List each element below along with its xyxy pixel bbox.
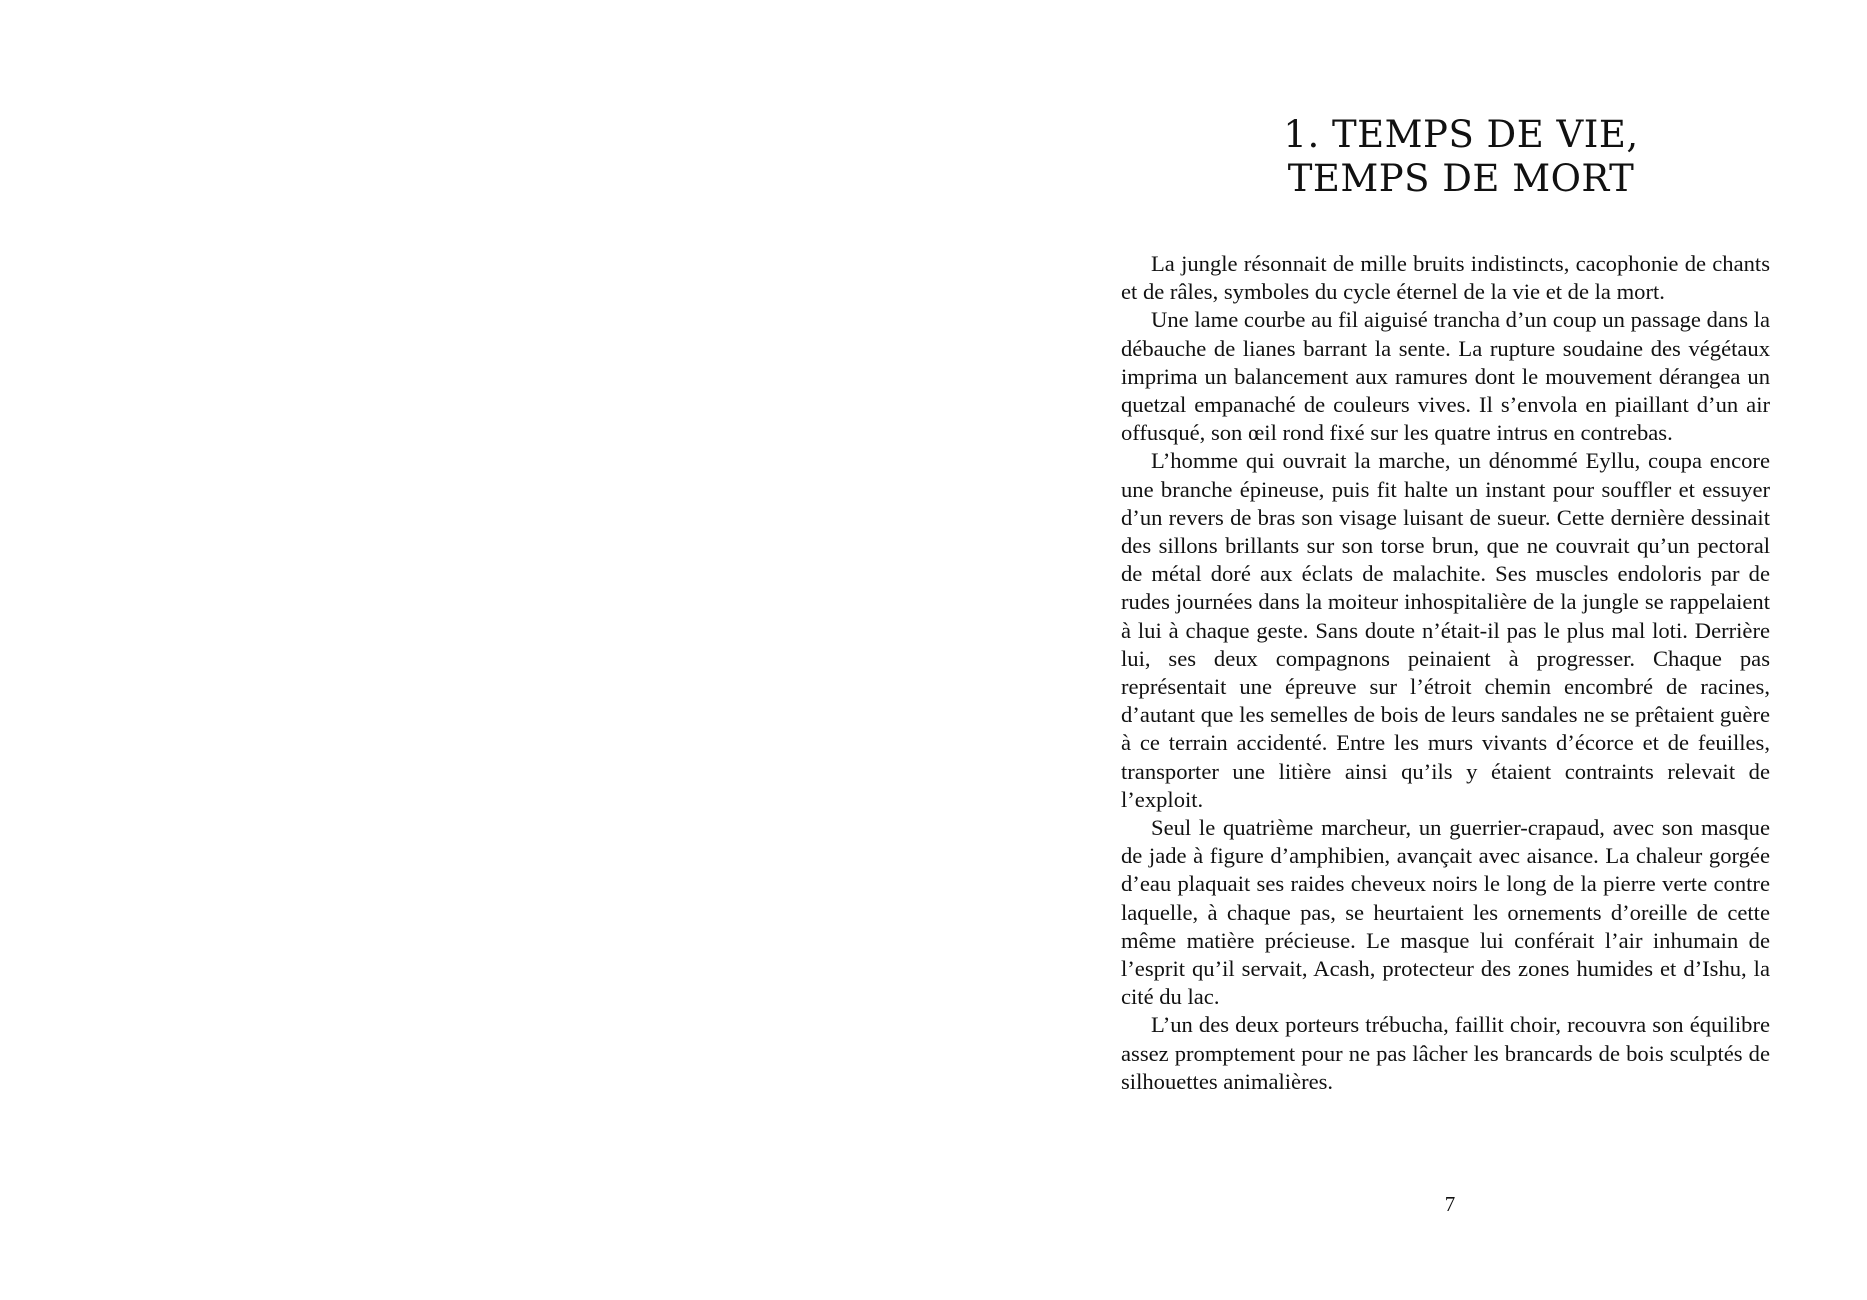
chapter-body — [1121, 250, 1770, 1096]
left-page-blank — [0, 0, 933, 1300]
paragraph: L’homme qui ouvrait la marche, un dénommé Eyllu, coupa encore une branche épineuse, puis fit halte un instant pour souffler et essuyer d’un revers de bras son visage luisant de sueur. Cette dernière dessinait des sillons brillants sur son torse brun, que ne couvrait qu’un pectoral de métal doré aux éclats de malachite. Ses muscles endoloris par de rudes journées dans la moiteur inhospitalière de la jungle se rappelaient à lui à chaque geste. Sans doute n’était-il pas le plus mal loti. Derrière lui, ses deux compagnons peinaient à progresser. Chaque pas représentait une épreuve sur l’étroit chemin encombré de racines, d’autant que les semelles de bois de leurs sandales ne se prêtaient guère à ce terrain accidenté. Entre les murs vivants d’écorce et de feuilles, transporter une litière ainsi qu’ils y étaient contraints relevait de l’exploit. — [1121, 448, 1770, 812]
paragraph: L’un des deux porteurs trébucha, faillit choir, recouvra son équilibre assez promptement pour ne pas lâcher les brancards de bois sculptés de silhouettes animalières. — [1121, 1012, 1770, 1094]
paragraph: Une lame courbe au fil aiguisé trancha d’un coup un passage dans la débauche de lianes barrant la sente. La rupture soudaine des végétaux imprima un balancement aux ramures dont le mouvement dérangea un quetzal empanaché de couleurs vives. Il s’envola en piaillant d’un air offusqué, son œil rond fixé sur les quatre intrus en contrebas. — [1121, 307, 1770, 446]
chapter-title-line-2: TEMPS DE MORT — [1287, 157, 1635, 200]
chapter-title-line-1: 1. TEMPS DE VIE, — [1283, 113, 1639, 156]
paragraph: Seul le quatrième marcheur, un guerrier-crapaud, avec son masque de jade à figure d’amphibien, avançait avec aisance. La chaleur gorgée d’eau plaquait ses raides cheveux noirs le long de la pierre verte contre laquelle, à chaque pas, se heurtaient les ornements d’oreille de cette même matière précieuse. Le masque lui conférait l’air inhumain de l’esprit qu’il servait, Acash, protecteur des zones humides et d’Ishu, la cité du lac. — [1121, 815, 1770, 1010]
chapter-title — [1121, 113, 1801, 201]
paragraph: La jungle résonnait de mille bruits indistincts, cacophonie de chants et de râles, symboles du cycle éternel de la vie et de la mort. — [1121, 251, 1770, 305]
page-number: 7 — [1444, 1192, 1456, 1216]
